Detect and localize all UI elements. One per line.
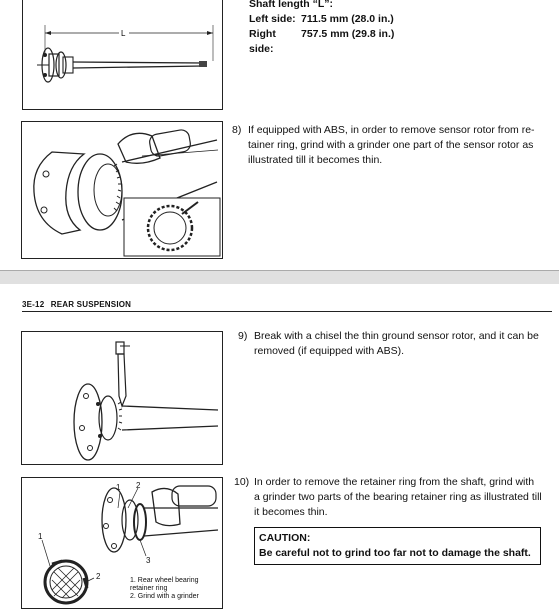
retainer-ring-grinding-figure [21, 477, 223, 609]
page-header-rule [22, 311, 552, 312]
axle-shaft-figure [22, 0, 223, 110]
step-10-line-2: a grinder two parts of the bearing retainer ring as illustrated till [254, 491, 542, 503]
right-side-value: 757.5 mm (29.8 in.) [301, 28, 395, 40]
figure4-callout-3: 3 [146, 556, 151, 565]
page-section-title: REAR SUSPENSION [50, 300, 132, 309]
step-9-line-1: Break with a chisel the thin ground sensor rotor, and it can be [254, 330, 539, 342]
step-8 [232, 123, 552, 168]
step-9 [238, 329, 554, 359]
shaft-length-label: Shaft length “L”: [249, 0, 333, 10]
caution-title: CAUTION: [259, 532, 311, 544]
figure4-legend-line-1: 1. Rear wheel bearing [130, 577, 199, 584]
figure4-callout-1a: 1 [38, 532, 43, 541]
step-8-line-2: tainer ring, grind with a grinder one part of the sensor rotor as [248, 139, 534, 151]
dimension-letter: L [121, 29, 126, 38]
left-side-label: Left side: [249, 13, 296, 25]
shaft-length-spec [249, 0, 549, 57]
figure4-callout-2: 2 [136, 481, 141, 490]
figure4-legend [130, 577, 222, 601]
page-break-shading [0, 270, 559, 284]
figure4-legend-line-3: 2. Grind with a grinder [130, 593, 199, 600]
step-10-line-1: In order to remove the retainer ring from the shaft, grind with [254, 476, 535, 488]
step-8-line-1: If equipped with ABS, in order to remove sensor rotor from re- [248, 124, 535, 136]
figure4-callout-2a: 2 [96, 572, 101, 581]
step-8-number: 8) [232, 124, 242, 136]
step-10 [234, 475, 554, 520]
caution-box [254, 527, 541, 565]
step-9-number: 9) [238, 330, 248, 342]
figure4-legend-line-2: retainer ring [130, 585, 168, 592]
right-side-label: Right side: [249, 28, 276, 55]
left-side-value: 711.5 mm (28.0 in.) [301, 13, 394, 25]
step-8-line-3: illustrated till it becomes thin. [248, 154, 383, 166]
step-10-number: 10) [234, 476, 250, 488]
figure4-callout-1: 1 [116, 483, 121, 492]
caution-text: Be careful not to grind too far not to damage the shaft. [259, 547, 531, 559]
step-10-line-3: it becomes thin. [254, 506, 328, 518]
page-break-line [0, 270, 559, 271]
page-header [22, 300, 131, 309]
chisel-rotor-figure [21, 331, 223, 465]
sensor-rotor-grinding-figure [21, 121, 223, 259]
page-section-number: 3E-12 [22, 300, 45, 309]
step-9-line-2: removed (if equipped with ABS). [254, 345, 404, 357]
left-side-spec [249, 12, 549, 27]
right-side-spec [249, 27, 549, 57]
